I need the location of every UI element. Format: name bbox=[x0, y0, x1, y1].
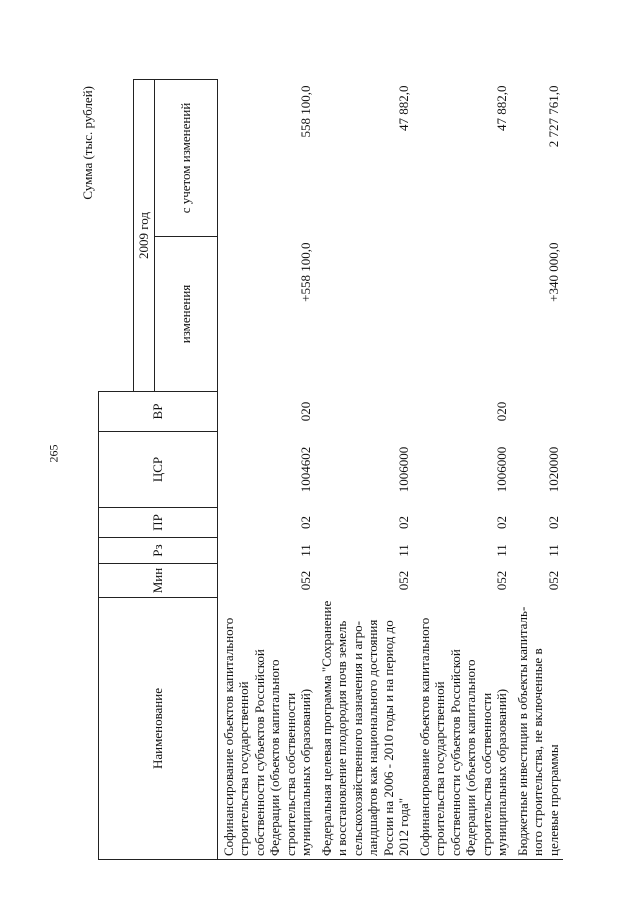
row-with-changes: 2 727 761,0 bbox=[545, 85, 561, 148]
row-csr: 1020000 bbox=[545, 446, 561, 493]
row-min: 052 bbox=[298, 570, 313, 591]
budget-table bbox=[98, 79, 563, 860]
table-row bbox=[414, 80, 512, 860]
unit-caption: Сумма (тыс. рублей) bbox=[80, 86, 95, 200]
row-name: Федеральная целевая программа "Сохранение и восстановление плодородия почв земель сельскохозяйственного назначения и агро-ландшафтов как национального достояния России на 2006 - 2010 годы и на период до 2012 года" bbox=[316, 598, 414, 860]
header-changes: изменения bbox=[154, 237, 217, 392]
row-min: 052 bbox=[545, 570, 561, 591]
row-rz: 11 bbox=[545, 544, 561, 557]
row-rz: 11 bbox=[494, 544, 509, 557]
header-min: Мин bbox=[99, 564, 218, 598]
header-spacer bbox=[99, 80, 134, 392]
header-rz: Рз bbox=[99, 538, 218, 564]
header-name: Наименование bbox=[99, 598, 218, 860]
row-rz: 11 bbox=[396, 544, 411, 557]
row-with-changes: 47 882,0 bbox=[494, 85, 509, 131]
row-csr: 1004602 bbox=[298, 446, 313, 493]
rotated-page bbox=[80, 80, 561, 860]
table-row bbox=[316, 80, 414, 860]
row-name: Софинансирование объектов капитального строительства государственной собственности субъектов Российской Федерации (объектов капитального строительства собственности муниципальных образований) bbox=[414, 598, 512, 860]
row-changes: +558 100,0 bbox=[298, 242, 313, 302]
table-row bbox=[217, 80, 316, 860]
header-csr: ЦСР bbox=[99, 432, 218, 508]
row-csr: 1006000 bbox=[396, 446, 411, 493]
row-rz: 11 bbox=[298, 544, 313, 557]
row-with-changes: 558 100,0 bbox=[298, 85, 313, 138]
row-with-changes: 47 882,0 bbox=[396, 85, 411, 131]
row-pr: 02 bbox=[298, 516, 313, 529]
row-vr bbox=[316, 392, 414, 432]
row-changes: +340 000,0 bbox=[545, 242, 561, 302]
row-name: Софинансирование объектов капитального строительства государственной собственности субъектов Российской Федерации (объектов капитального строительства собственности муниципальных образований) bbox=[217, 598, 316, 860]
row-vr: 020 bbox=[298, 401, 313, 422]
row-pr: 02 bbox=[396, 516, 411, 529]
page-number: 265 bbox=[46, 444, 61, 463]
row-changes bbox=[316, 237, 414, 392]
table-row bbox=[512, 80, 564, 860]
row-min: 052 bbox=[396, 570, 411, 591]
header-year: 2009 год bbox=[133, 80, 154, 392]
row-min: 052 bbox=[494, 570, 509, 591]
row-pr: 02 bbox=[545, 516, 561, 529]
row-name: Бюджетные инвестиции в объекты капиталь-ного строительства, не включенные в целевые программы bbox=[512, 598, 564, 860]
row-csr: 1006000 bbox=[494, 446, 509, 493]
header-with-changes: с учетом изменений bbox=[154, 80, 217, 237]
row-pr: 02 bbox=[494, 516, 509, 529]
header-vr: ВР bbox=[99, 392, 218, 432]
header-pr: ПР bbox=[99, 508, 218, 538]
row-changes bbox=[414, 237, 512, 392]
row-vr: 020 bbox=[494, 401, 509, 422]
row-vr bbox=[512, 392, 564, 432]
